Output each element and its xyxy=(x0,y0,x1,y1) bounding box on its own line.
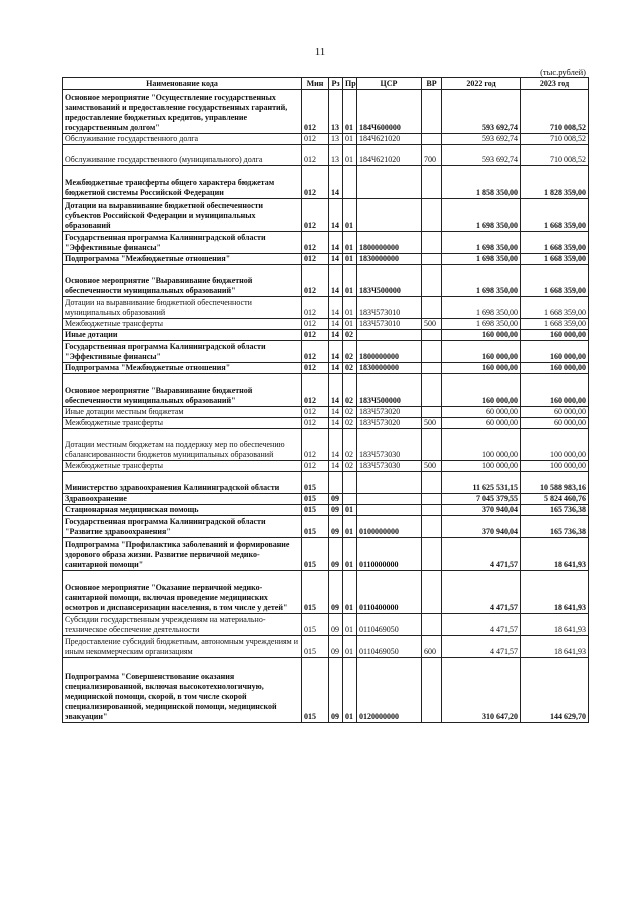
cell-min: 012 xyxy=(302,166,329,199)
cell-vr xyxy=(422,166,442,199)
cell-2022: 100 000,00 xyxy=(442,428,521,461)
cell-name: Стационарная медицинская помощь xyxy=(63,505,302,516)
table-body xyxy=(63,90,589,723)
table-header-row xyxy=(63,78,589,90)
table-row xyxy=(63,133,589,144)
cell-name: Государственная программа Калининградской области "Развитие здравоохранения" xyxy=(63,516,302,538)
cell-2023: 18 641,93 xyxy=(521,614,589,636)
cell-name: Подпрограмма "Профилактика заболеваний и формирование здорового образа жизни. Развитие первичной медико-санитарной помощи" xyxy=(63,537,302,570)
cell-vr: 700 xyxy=(422,144,442,166)
header-name: Наименование кода xyxy=(63,78,302,90)
cell-vr xyxy=(422,373,442,406)
cell-name: Подпрограмма "Совершенствование оказания специализированной, включая высокотехнологичную, медицинской помощи, скорой, в том числе скорой специализированной, медицинской помощи, медицинской эвакуации" xyxy=(63,657,302,722)
cell-min: 012 xyxy=(302,319,329,330)
cell-pr: 02 xyxy=(343,373,357,406)
cell-rz: 14 xyxy=(329,231,343,253)
table-row xyxy=(63,341,589,363)
cell-name: Иные дотации xyxy=(63,330,302,341)
cell-2023: 1 828 359,00 xyxy=(521,166,589,199)
cell-csr: 184Ч621020 xyxy=(357,144,422,166)
cell-2022: 1 858 350,00 xyxy=(442,166,521,199)
cell-csr: 0100000000 xyxy=(357,516,422,538)
cell-min: 015 xyxy=(302,537,329,570)
cell-csr xyxy=(357,494,422,505)
cell-pr: 02 xyxy=(343,341,357,363)
cell-vr xyxy=(422,330,442,341)
cell-2022: 1 698 350,00 xyxy=(442,319,521,330)
header-2022: 2022 год xyxy=(442,78,521,90)
table-row xyxy=(63,494,589,505)
cell-pr: 01 xyxy=(343,505,357,516)
table-row xyxy=(63,570,589,614)
cell-pr: 01 xyxy=(343,570,357,614)
cell-csr: 183Ч500000 xyxy=(357,264,422,297)
cell-rz: 14 xyxy=(329,330,343,341)
cell-vr xyxy=(422,570,442,614)
cell-vr xyxy=(422,253,442,264)
cell-2022: 60 000,00 xyxy=(442,406,521,417)
cell-2023: 18 641,93 xyxy=(521,635,589,657)
cell-vr xyxy=(422,494,442,505)
cell-2023: 1 668 359,00 xyxy=(521,253,589,264)
table-row xyxy=(63,297,589,319)
cell-name: Дотации на выравнивание бюджетной обеспеченности муниципальных образований xyxy=(63,297,302,319)
cell-csr xyxy=(357,199,422,232)
cell-rz: 14 xyxy=(329,428,343,461)
cell-name: Основное мероприятие "Выравнивание бюджетной обеспеченности муниципальных образований" xyxy=(63,373,302,406)
cell-min: 015 xyxy=(302,635,329,657)
table-row xyxy=(63,614,589,636)
cell-csr: 1830000000 xyxy=(357,253,422,264)
cell-vr: 600 xyxy=(422,635,442,657)
cell-2023: 710 008,52 xyxy=(521,90,589,134)
cell-pr: 01 xyxy=(343,231,357,253)
cell-name: Основное мероприятие "Выравнивание бюджетной обеспеченности муниципальных образований" xyxy=(63,264,302,297)
cell-2022: 7 045 379,55 xyxy=(442,494,521,505)
cell-min: 012 xyxy=(302,264,329,297)
cell-2022: 1 698 350,00 xyxy=(442,264,521,297)
cell-rz: 09 xyxy=(329,614,343,636)
cell-name: Межбюджетные трансферты xyxy=(63,417,302,428)
cell-csr xyxy=(357,472,422,494)
cell-vr xyxy=(422,297,442,319)
table-row xyxy=(63,362,589,373)
cell-2022: 1 698 350,00 xyxy=(442,231,521,253)
cell-rz: 09 xyxy=(329,657,343,722)
cell-2023: 60 000,00 xyxy=(521,406,589,417)
cell-vr: 500 xyxy=(422,417,442,428)
cell-2022: 4 471,57 xyxy=(442,614,521,636)
cell-2022: 4 471,57 xyxy=(442,537,521,570)
cell-2023: 1 668 359,00 xyxy=(521,264,589,297)
cell-csr xyxy=(357,330,422,341)
cell-vr xyxy=(422,472,442,494)
cell-min: 015 xyxy=(302,505,329,516)
cell-vr xyxy=(422,199,442,232)
cell-min: 012 xyxy=(302,144,329,166)
cell-pr: 01 xyxy=(343,516,357,538)
cell-pr: 02 xyxy=(343,362,357,373)
cell-min: 012 xyxy=(302,231,329,253)
cell-csr: 184Ч621020 xyxy=(357,133,422,144)
cell-pr: 01 xyxy=(343,133,357,144)
table-row xyxy=(63,461,589,472)
table-row xyxy=(63,428,589,461)
cell-2023: 710 008,52 xyxy=(521,133,589,144)
table-row xyxy=(63,253,589,264)
cell-2022: 160 000,00 xyxy=(442,362,521,373)
cell-rz: 09 xyxy=(329,635,343,657)
cell-2022: 370 940,04 xyxy=(442,505,521,516)
table-row xyxy=(63,472,589,494)
cell-csr: 183Ч573030 xyxy=(357,461,422,472)
cell-min: 012 xyxy=(302,461,329,472)
cell-rz: 14 xyxy=(329,417,343,428)
table-row xyxy=(63,231,589,253)
page-number: 11 xyxy=(314,46,326,58)
cell-2023: 710 008,52 xyxy=(521,144,589,166)
header-2023: 2023 год xyxy=(521,78,589,90)
cell-vr xyxy=(422,516,442,538)
cell-name: Подпрограмма "Межбюджетные отношения" xyxy=(63,362,302,373)
cell-pr: 01 xyxy=(343,657,357,722)
cell-min: 012 xyxy=(302,428,329,461)
cell-vr xyxy=(422,362,442,373)
cell-vr xyxy=(422,657,442,722)
cell-rz: 14 xyxy=(329,319,343,330)
cell-pr: 01 xyxy=(343,264,357,297)
cell-name: Государственная программа Калининградской области "Эффективные финансы" xyxy=(63,231,302,253)
cell-csr: 0110469050 xyxy=(357,614,422,636)
cell-csr: 0120000000 xyxy=(357,657,422,722)
cell-csr: 183Ч573020 xyxy=(357,417,422,428)
table-row xyxy=(63,373,589,406)
cell-rz: 09 xyxy=(329,516,343,538)
cell-2023: 165 736,38 xyxy=(521,505,589,516)
cell-min: 015 xyxy=(302,614,329,636)
cell-min: 012 xyxy=(302,90,329,134)
cell-rz: 14 xyxy=(329,166,343,199)
cell-min: 012 xyxy=(302,199,329,232)
cell-pr xyxy=(343,166,357,199)
cell-rz: 14 xyxy=(329,406,343,417)
table-row xyxy=(63,417,589,428)
table-row xyxy=(63,264,589,297)
cell-rz: 13 xyxy=(329,144,343,166)
cell-pr: 02 xyxy=(343,406,357,417)
cell-min: 012 xyxy=(302,417,329,428)
cell-2022: 593 692,74 xyxy=(442,90,521,134)
cell-2022: 1 698 350,00 xyxy=(442,253,521,264)
cell-vr xyxy=(422,90,442,134)
cell-csr: 1800000000 xyxy=(357,341,422,363)
cell-name: Основное мероприятие "Осуществление государственных заимствований и предоставление государственных гарантий, предоставление бюджетных кредитов, управление государственным долгом" xyxy=(63,90,302,134)
cell-min: 015 xyxy=(302,472,329,494)
cell-name: Предоставление субсидий бюджетным, автономным учреждениям и иным некоммерческим организациям xyxy=(63,635,302,657)
cell-csr: 0110000000 xyxy=(357,537,422,570)
cell-vr xyxy=(422,428,442,461)
cell-2023: 100 000,00 xyxy=(521,461,589,472)
header-min: Мин xyxy=(302,78,329,90)
cell-2023: 1 668 359,00 xyxy=(521,297,589,319)
table-row xyxy=(63,144,589,166)
cell-min: 012 xyxy=(302,297,329,319)
cell-csr: 0110400000 xyxy=(357,570,422,614)
cell-2022: 100 000,00 xyxy=(442,461,521,472)
cell-name: Иные дотации местным бюджетам xyxy=(63,406,302,417)
cell-min: 012 xyxy=(302,362,329,373)
cell-csr: 183Ч573020 xyxy=(357,406,422,417)
cell-min: 012 xyxy=(302,373,329,406)
cell-rz: 13 xyxy=(329,133,343,144)
cell-name: Подпрограмма "Межбюджетные отношения" xyxy=(63,253,302,264)
cell-pr xyxy=(343,494,357,505)
cell-min: 012 xyxy=(302,133,329,144)
cell-2022: 593 692,74 xyxy=(442,144,521,166)
cell-vr: 500 xyxy=(422,319,442,330)
cell-2023: 60 000,00 xyxy=(521,417,589,428)
cell-pr: 02 xyxy=(343,417,357,428)
cell-min: 015 xyxy=(302,516,329,538)
cell-rz: 14 xyxy=(329,362,343,373)
cell-2023: 18 641,93 xyxy=(521,570,589,614)
cell-name: Государственная программа Калининградской области "Эффективные финансы" xyxy=(63,341,302,363)
cell-rz: 14 xyxy=(329,297,343,319)
cell-pr: 02 xyxy=(343,461,357,472)
cell-csr xyxy=(357,505,422,516)
cell-pr: 01 xyxy=(343,537,357,570)
cell-pr: 01 xyxy=(343,253,357,264)
cell-pr: 02 xyxy=(343,428,357,461)
table-row xyxy=(63,406,589,417)
table-row xyxy=(63,90,589,134)
header-rz: Рз xyxy=(329,78,343,90)
cell-pr: 01 xyxy=(343,144,357,166)
cell-csr: 183Ч573010 xyxy=(357,297,422,319)
cell-csr: 0110469050 xyxy=(357,635,422,657)
cell-min: 015 xyxy=(302,494,329,505)
cell-vr xyxy=(422,231,442,253)
cell-rz: 09 xyxy=(329,570,343,614)
cell-name: Межбюджетные трансферты xyxy=(63,319,302,330)
cell-vr xyxy=(422,264,442,297)
table-row xyxy=(63,516,589,538)
table-row xyxy=(63,505,589,516)
cell-min: 012 xyxy=(302,406,329,417)
cell-2023: 100 000,00 xyxy=(521,428,589,461)
cell-min: 015 xyxy=(302,570,329,614)
cell-pr: 01 xyxy=(343,199,357,232)
cell-pr xyxy=(343,472,357,494)
cell-csr: 1830000000 xyxy=(357,362,422,373)
cell-name: Основное мероприятие "Оказание первичной медико-санитарной помощи, включая проведение медицинских осмотров и диспансеризации населения, в том числе у детей" xyxy=(63,570,302,614)
cell-csr: 183Ч573030 xyxy=(357,428,422,461)
cell-name: Здравоохранение xyxy=(63,494,302,505)
cell-2023: 144 629,70 xyxy=(521,657,589,722)
cell-vr xyxy=(422,614,442,636)
header-csr: ЦСР xyxy=(357,78,422,90)
cell-2023: 160 000,00 xyxy=(521,362,589,373)
cell-pr: 01 xyxy=(343,614,357,636)
cell-pr: 01 xyxy=(343,319,357,330)
cell-rz: 14 xyxy=(329,253,343,264)
cell-2023: 5 824 460,76 xyxy=(521,494,589,505)
cell-2023: 1 668 359,00 xyxy=(521,199,589,232)
cell-2023: 160 000,00 xyxy=(521,341,589,363)
cell-2023: 1 668 359,00 xyxy=(521,231,589,253)
cell-csr: 184Ч600000 xyxy=(357,90,422,134)
cell-rz xyxy=(329,472,343,494)
cell-2023: 160 000,00 xyxy=(521,373,589,406)
cell-2023: 18 641,93 xyxy=(521,537,589,570)
cell-pr: 01 xyxy=(343,297,357,319)
cell-csr: 183Ч500000 xyxy=(357,373,422,406)
cell-csr: 1800000000 xyxy=(357,231,422,253)
cell-vr xyxy=(422,341,442,363)
table-row xyxy=(63,657,589,722)
cell-2022: 370 940,04 xyxy=(442,516,521,538)
cell-min: 012 xyxy=(302,341,329,363)
cell-rz: 09 xyxy=(329,537,343,570)
cell-rz: 09 xyxy=(329,505,343,516)
cell-2022: 160 000,00 xyxy=(442,341,521,363)
table-row xyxy=(63,166,589,199)
cell-rz: 14 xyxy=(329,341,343,363)
cell-2022: 160 000,00 xyxy=(442,373,521,406)
budget-table xyxy=(62,77,589,723)
cell-rz: 09 xyxy=(329,494,343,505)
cell-rz: 13 xyxy=(329,90,343,134)
cell-rz: 14 xyxy=(329,264,343,297)
cell-2023: 1 668 359,00 xyxy=(521,319,589,330)
cell-rz: 14 xyxy=(329,199,343,232)
cell-rz: 14 xyxy=(329,461,343,472)
cell-2022: 593 692,74 xyxy=(442,133,521,144)
cell-2022: 1 698 350,00 xyxy=(442,297,521,319)
cell-min: 012 xyxy=(302,330,329,341)
cell-2023: 10 588 983,16 xyxy=(521,472,589,494)
table-row xyxy=(63,319,589,330)
cell-2022: 4 471,57 xyxy=(442,635,521,657)
cell-csr: 183Ч573010 xyxy=(357,319,422,330)
cell-rz: 14 xyxy=(329,373,343,406)
cell-name: Обслуживание государственного (муниципального) долга xyxy=(63,144,302,166)
cell-2023: 160 000,00 xyxy=(521,330,589,341)
cell-2022: 11 625 531,15 xyxy=(442,472,521,494)
cell-name: Дотации местным бюджетам на поддержку мер по обеспечению сбалансированности бюджетов муниципальных образований xyxy=(63,428,302,461)
cell-vr: 500 xyxy=(422,461,442,472)
cell-vr xyxy=(422,537,442,570)
cell-pr: 02 xyxy=(343,330,357,341)
table-row xyxy=(63,330,589,341)
cell-vr xyxy=(422,133,442,144)
cell-pr: 01 xyxy=(343,90,357,134)
cell-2023: 165 736,38 xyxy=(521,516,589,538)
table-row xyxy=(63,537,589,570)
header-vr: ВР xyxy=(422,78,442,90)
cell-2022: 160 000,00 xyxy=(442,330,521,341)
cell-2022: 4 471,57 xyxy=(442,570,521,614)
cell-name: Межбюджетные трансферты общего характера бюджетам бюджетной системы Российской Федерации xyxy=(63,166,302,199)
units-label: (тыс.рублей) xyxy=(540,67,586,77)
cell-name: Межбюджетные трансферты xyxy=(63,461,302,472)
header-pr: Пр xyxy=(343,78,357,90)
cell-name: Министерство здравоохранения Калининградской области xyxy=(63,472,302,494)
cell-min: 012 xyxy=(302,253,329,264)
cell-2022: 310 647,20 xyxy=(442,657,521,722)
cell-name: Обслуживание государственного долга xyxy=(63,133,302,144)
table-row xyxy=(63,635,589,657)
cell-name: Субсидии государственным учреждениям на материально-техническое обеспечение деятельности xyxy=(63,614,302,636)
cell-2022: 1 698 350,00 xyxy=(442,199,521,232)
cell-min: 015 xyxy=(302,657,329,722)
cell-vr xyxy=(422,505,442,516)
cell-csr xyxy=(357,166,422,199)
cell-2022: 60 000,00 xyxy=(442,417,521,428)
cell-vr xyxy=(422,406,442,417)
cell-pr: 01 xyxy=(343,635,357,657)
table-row xyxy=(63,199,589,232)
cell-name: Дотации на выравнивание бюджетной обеспеченности субъектов Российской Федерации и муниципальных образований xyxy=(63,199,302,232)
